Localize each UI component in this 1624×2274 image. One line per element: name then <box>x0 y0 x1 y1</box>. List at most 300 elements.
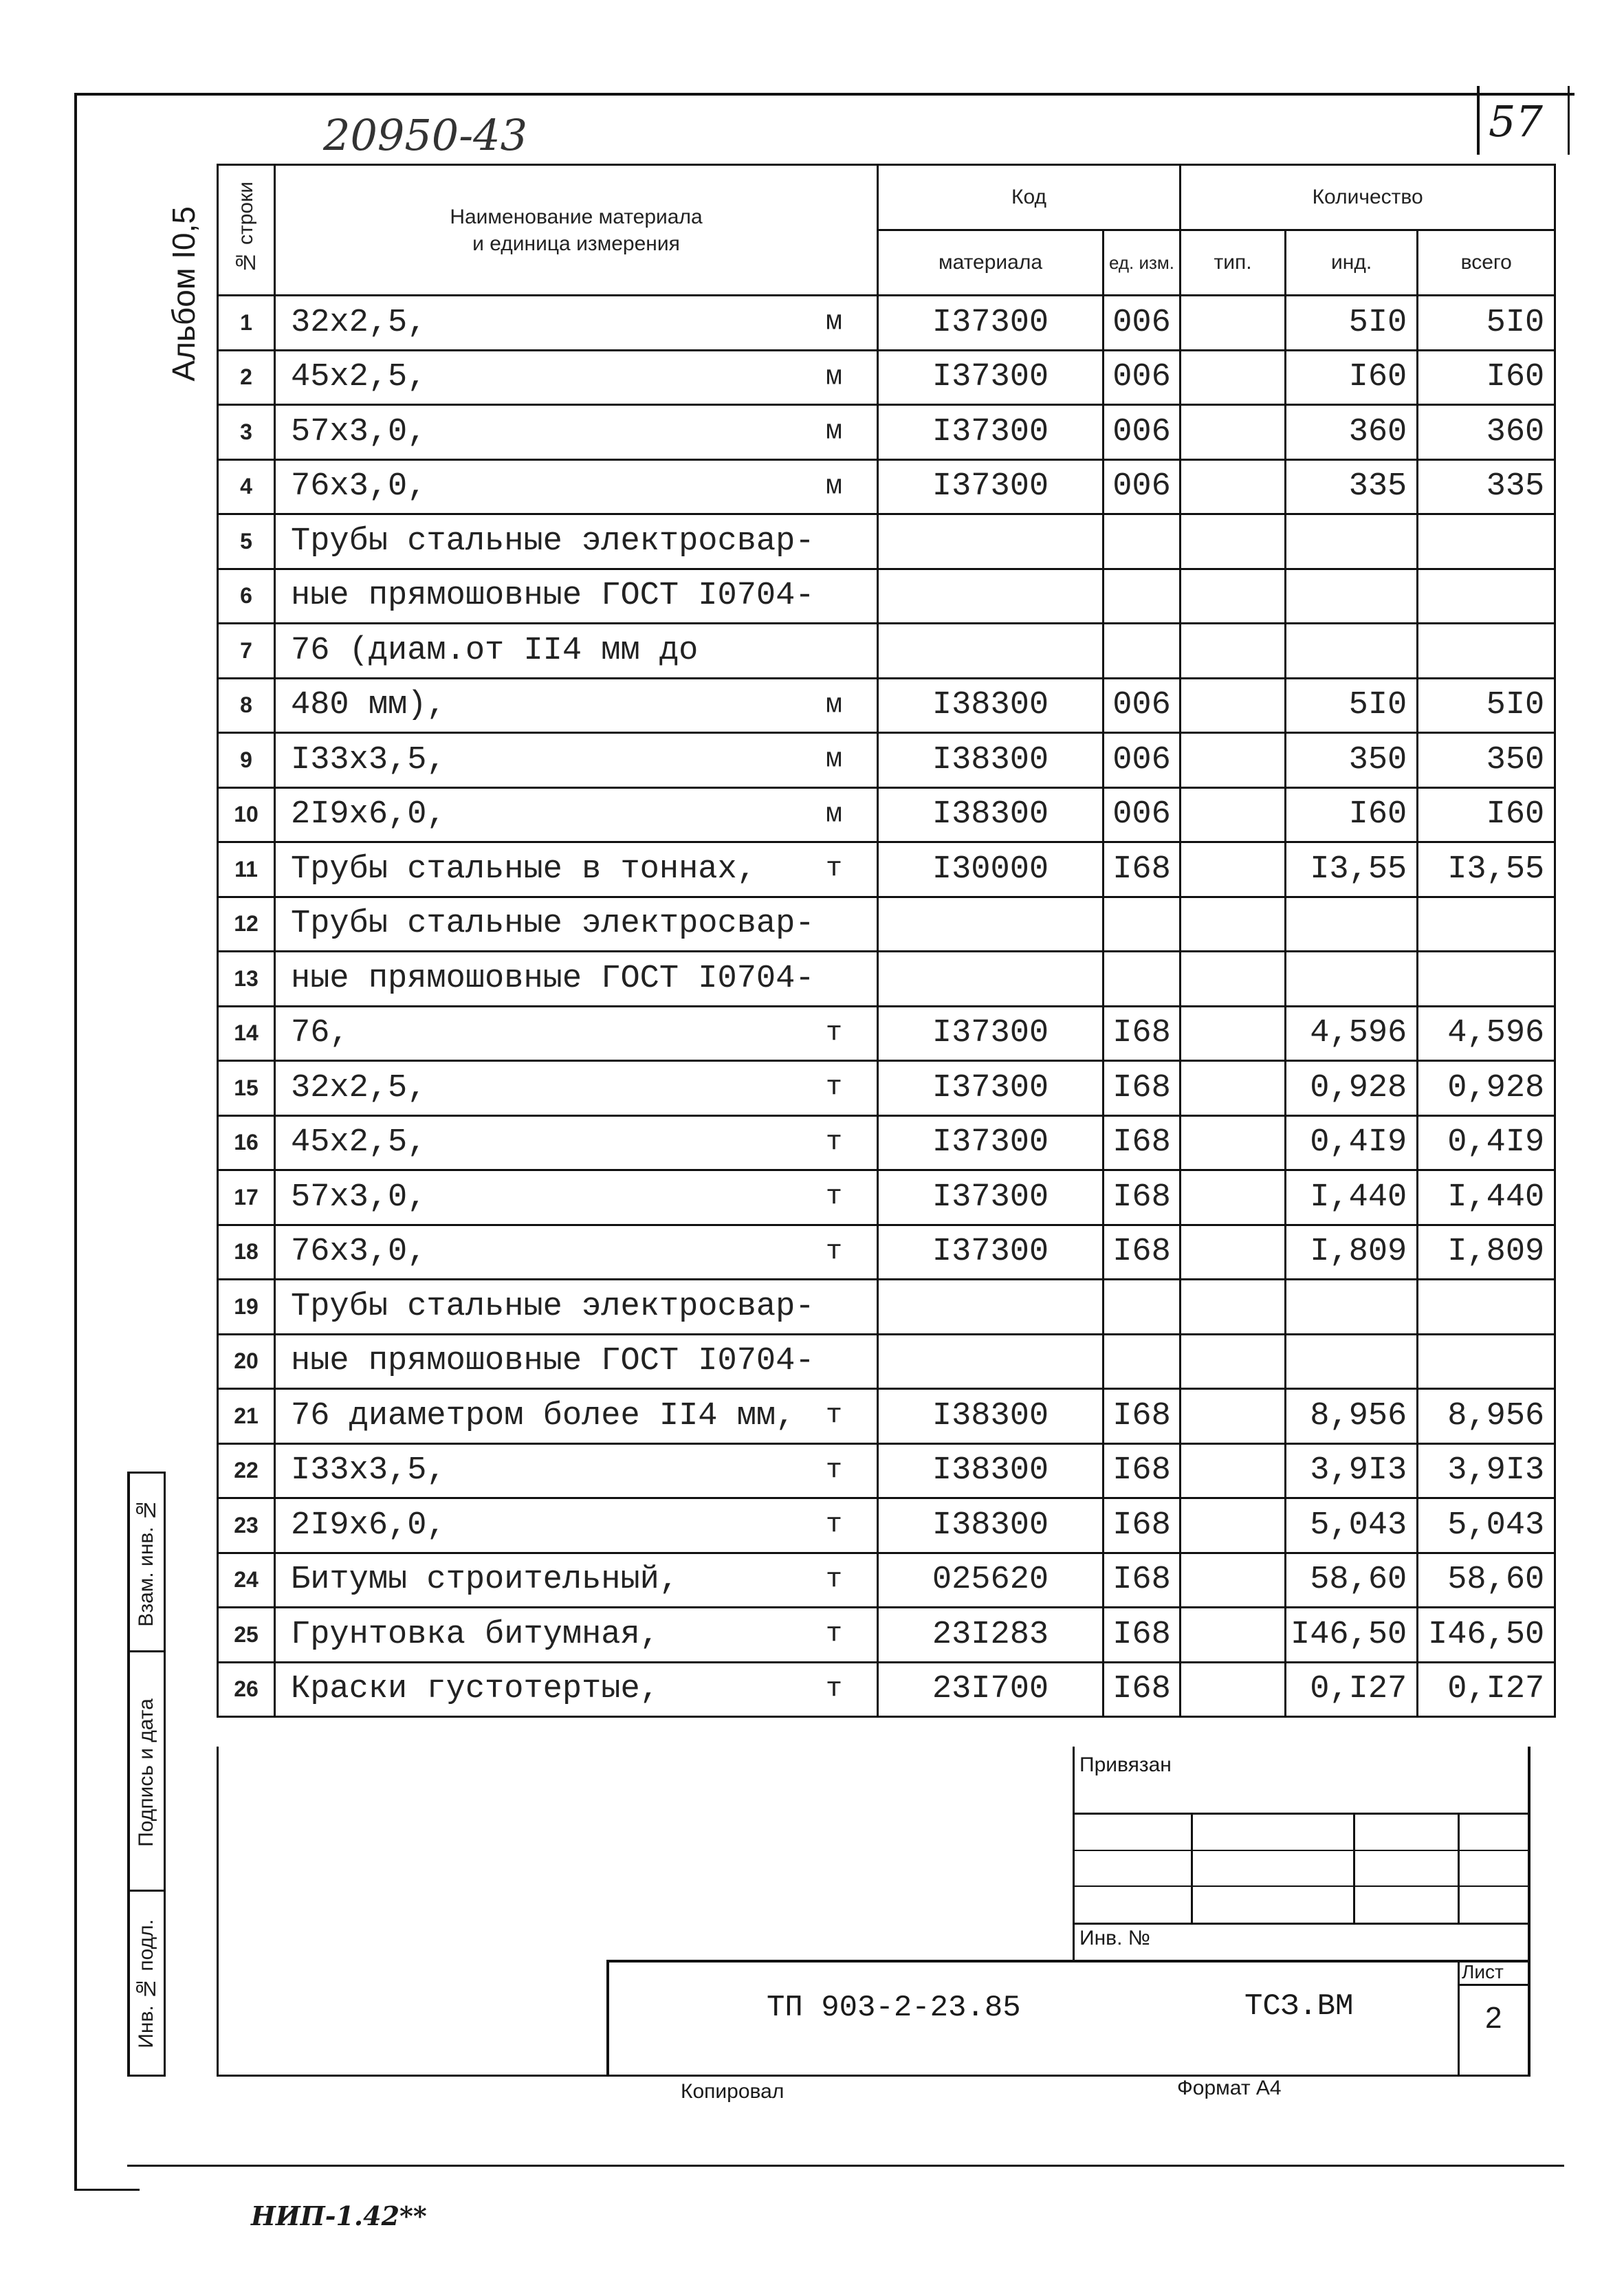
qty-typ <box>1181 1115 1286 1170</box>
table-row <box>218 952 1555 1007</box>
kopiroval-label: Копировал <box>681 2080 784 2103</box>
qty-total: 360 <box>1418 405 1555 460</box>
unit-code: 006 <box>1104 787 1181 842</box>
sheet-cell-mid <box>1458 1984 1528 1986</box>
qty-typ <box>1181 1608 1286 1663</box>
material-name-text: 2I9x6,0, <box>291 796 446 833</box>
material-name-text: 45x2,5, <box>291 1124 427 1161</box>
row-number: 24 <box>218 1553 275 1608</box>
material-name <box>275 1443 878 1498</box>
material-code: 23I283 <box>878 1608 1104 1663</box>
qty-ind: 0,4I9 <box>1286 1115 1418 1170</box>
unit-code <box>1104 952 1181 1007</box>
unit-code: I68 <box>1104 1608 1181 1663</box>
material-code <box>878 952 1104 1007</box>
row-number: 5 <box>218 514 275 569</box>
sheet-right-line <box>1528 1747 1530 2077</box>
qty-typ <box>1181 678 1286 733</box>
qty-ind: I60 <box>1286 350 1418 405</box>
row-number: 1 <box>218 296 275 351</box>
qty-typ <box>1181 1280 1286 1335</box>
unit-code: I68 <box>1104 1061 1181 1116</box>
material-unit: м <box>825 471 842 503</box>
row-number: 18 <box>218 1225 275 1280</box>
material-name-text: 76 диаметром более II4 мм, <box>291 1397 795 1434</box>
unit-code: I68 <box>1104 1662 1181 1717</box>
qty-typ <box>1181 1443 1286 1498</box>
row-number: 23 <box>218 1498 275 1553</box>
side-label-inv-podl: Инв. № подл. <box>135 1919 157 2048</box>
inv-no-label: Инв. № <box>1079 1927 1150 1949</box>
qty-ind: I46,50 <box>1286 1608 1418 1663</box>
material-unit: м <box>825 690 842 721</box>
material-name-text: Трубы стальные электросвар- <box>291 906 815 943</box>
qty-ind: 335 <box>1286 459 1418 514</box>
material-name-text: Трубы стальные в тоннах, <box>291 851 756 888</box>
qty-ind: I3,55 <box>1286 842 1418 897</box>
qty-typ <box>1181 1553 1286 1608</box>
stamp-h4 <box>1073 1923 1528 1925</box>
material-name <box>275 1061 878 1116</box>
qty-typ <box>1181 514 1286 569</box>
qty-ind: 8,956 <box>1286 1389 1418 1444</box>
row-number: 4 <box>218 459 275 514</box>
qty-total: 5I0 <box>1418 296 1555 351</box>
header-row-no: № строки <box>218 165 275 296</box>
table-row <box>218 405 1555 460</box>
material-unit: т <box>825 1127 842 1159</box>
header-code: Код <box>878 165 1181 230</box>
qty-typ <box>1181 787 1286 842</box>
table-row <box>218 569 1555 624</box>
table-row <box>218 1443 1555 1498</box>
header-qty-typ: тип. <box>1181 230 1286 296</box>
material-name-text: 76, <box>291 1015 349 1052</box>
sheet-number: 2 <box>1485 2001 1502 2035</box>
row-number: 16 <box>218 1115 275 1170</box>
qty-total: I,809 <box>1418 1225 1555 1280</box>
material-code: I38300 <box>878 787 1104 842</box>
table-row <box>218 1662 1555 1717</box>
doc-number-handwritten: 20950-43 <box>323 110 528 160</box>
qty-typ <box>1181 1006 1286 1061</box>
unit-code <box>1104 514 1181 569</box>
qty-typ <box>1181 405 1286 460</box>
material-name-text: 480 мм), <box>291 687 446 724</box>
material-unit: т <box>825 853 842 885</box>
qty-total: I60 <box>1418 350 1555 405</box>
qty-typ <box>1181 569 1286 624</box>
qty-total <box>1418 897 1555 952</box>
material-name <box>275 296 878 351</box>
material-unit: т <box>825 1674 842 1705</box>
row-number: 8 <box>218 678 275 733</box>
qty-total <box>1418 1334 1555 1389</box>
qty-ind: 5,043 <box>1286 1498 1418 1553</box>
table-row <box>218 1115 1555 1170</box>
material-name-text: 57x3,0, <box>291 1179 427 1216</box>
table-row <box>218 1553 1555 1608</box>
material-name <box>275 1006 878 1061</box>
sheet-left-line <box>217 1747 219 2077</box>
qty-total: 5,043 <box>1418 1498 1555 1553</box>
table-row <box>218 733 1555 788</box>
qty-total: 5I0 <box>1418 678 1555 733</box>
page-box-left <box>1477 86 1480 155</box>
material-name <box>275 1553 878 1608</box>
row-number: 6 <box>218 569 275 624</box>
table-row <box>218 459 1555 514</box>
outer-frame-left <box>74 93 77 2190</box>
qty-ind: I,809 <box>1286 1225 1418 1280</box>
qty-total <box>1418 624 1555 679</box>
material-code: I37300 <box>878 1225 1104 1280</box>
side-col-h2 <box>127 1890 166 1892</box>
material-code <box>878 1334 1104 1389</box>
row-number: 10 <box>218 787 275 842</box>
qty-typ <box>1181 733 1286 788</box>
material-unit: м <box>825 307 842 338</box>
unit-code <box>1104 1280 1181 1335</box>
table-row <box>218 1170 1555 1225</box>
table-row <box>218 1334 1555 1389</box>
header-qty-ind: инд. <box>1286 230 1418 296</box>
qty-ind: 350 <box>1286 733 1418 788</box>
qty-total <box>1418 952 1555 1007</box>
header-code-material: материала <box>878 230 1104 296</box>
qty-total: 350 <box>1418 733 1555 788</box>
row-number: 2 <box>218 350 275 405</box>
material-name <box>275 1662 878 1717</box>
qty-total <box>1418 514 1555 569</box>
qty-typ <box>1181 1061 1286 1116</box>
row-number: 15 <box>218 1061 275 1116</box>
material-code: I37300 <box>878 1115 1104 1170</box>
side-col-top <box>127 1472 166 1474</box>
material-name <box>275 842 878 897</box>
header-quantity: Количество <box>1181 165 1555 230</box>
unit-code: 006 <box>1104 733 1181 788</box>
material-code: I38300 <box>878 1498 1104 1553</box>
material-code <box>878 1280 1104 1335</box>
material-code: I37300 <box>878 459 1104 514</box>
material-name-text: 57x3,0, <box>291 413 427 450</box>
row-number: 11 <box>218 842 275 897</box>
material-unit: м <box>825 416 842 448</box>
material-name-text: ные прямошовные ГОСТ I0704- <box>291 578 815 615</box>
table-row <box>218 514 1555 569</box>
material-unit: т <box>825 1509 842 1541</box>
materials-table <box>217 164 1556 1718</box>
unit-code: I68 <box>1104 1006 1181 1061</box>
material-name-text: 76x3,0, <box>291 1234 427 1271</box>
qty-ind: 0,928 <box>1286 1061 1418 1116</box>
qty-typ <box>1181 1662 1286 1717</box>
outer-frame-top <box>76 93 1574 96</box>
qty-ind: 360 <box>1286 405 1418 460</box>
stamp-v2 <box>1353 1813 1355 1923</box>
material-code <box>878 624 1104 679</box>
stamp-v1 <box>1191 1813 1193 1923</box>
qty-ind: 5I0 <box>1286 296 1418 351</box>
material-name <box>275 787 878 842</box>
album-label: Альбом I0,5 <box>166 206 201 382</box>
table-row <box>218 787 1555 842</box>
sheet-label: Лист <box>1462 1961 1504 1982</box>
material-name <box>275 624 878 679</box>
qty-ind <box>1286 1280 1418 1335</box>
header-qty-total: всего <box>1418 230 1555 296</box>
stamp-v3 <box>1458 1813 1460 1923</box>
qty-ind: 4,596 <box>1286 1006 1418 1061</box>
sheet-cell-left <box>1458 1960 1460 2077</box>
row-number: 25 <box>218 1608 275 1663</box>
qty-total: 0,928 <box>1418 1061 1555 1116</box>
material-unit: т <box>825 1181 842 1213</box>
qty-ind <box>1286 897 1418 952</box>
table-row <box>218 1498 1555 1553</box>
row-number: 20 <box>218 1334 275 1389</box>
row-number: 17 <box>218 1170 275 1225</box>
material-code: I38300 <box>878 678 1104 733</box>
row-number: 7 <box>218 624 275 679</box>
qty-ind: 3,9I3 <box>1286 1443 1418 1498</box>
qty-typ <box>1181 624 1286 679</box>
material-unit: м <box>825 799 842 831</box>
qty-typ <box>1181 897 1286 952</box>
material-name <box>275 1280 878 1335</box>
material-code: I37300 <box>878 405 1104 460</box>
material-name-text: Трубы стальные электросвар- <box>291 1288 815 1325</box>
side-col-left <box>127 1472 130 2077</box>
unit-code: I68 <box>1104 1115 1181 1170</box>
code-block-top <box>606 1960 1528 1963</box>
material-name-text: 76 (диам.от II4 мм до <box>291 632 699 669</box>
header-name: Наименование материала и единица измерения <box>275 165 878 296</box>
material-name <box>275 1389 878 1444</box>
unit-code <box>1104 569 1181 624</box>
qty-typ <box>1181 1389 1286 1444</box>
row-number: 14 <box>218 1006 275 1061</box>
unit-code: 006 <box>1104 350 1181 405</box>
material-code <box>878 897 1104 952</box>
qty-total: 3,9I3 <box>1418 1443 1555 1498</box>
material-code: I30000 <box>878 842 1104 897</box>
unit-code <box>1104 1334 1181 1389</box>
unit-code: I68 <box>1104 1498 1181 1553</box>
material-code: I38300 <box>878 733 1104 788</box>
material-name-text: 2I9x6,0, <box>291 1507 446 1544</box>
material-code: 23I700 <box>878 1662 1104 1717</box>
unit-code: 006 <box>1104 678 1181 733</box>
table-row <box>218 842 1555 897</box>
table-row <box>218 1061 1555 1116</box>
material-unit: т <box>825 1400 842 1432</box>
table-row <box>218 1608 1555 1663</box>
code-block-left <box>606 1960 609 2077</box>
material-name <box>275 1115 878 1170</box>
material-name-text: Краски густотертые, <box>291 1671 659 1708</box>
qty-total: 335 <box>1418 459 1555 514</box>
qty-typ <box>1181 296 1286 351</box>
material-code: I38300 <box>878 1389 1104 1444</box>
material-name-text: I33x3,5, <box>291 1452 446 1489</box>
qty-ind: 5I0 <box>1286 678 1418 733</box>
page-bottom-line <box>74 2189 140 2191</box>
material-code <box>878 514 1104 569</box>
side-col-h1 <box>127 1650 166 1652</box>
material-name-text: 45x2,5, <box>291 359 427 396</box>
row-number: 22 <box>218 1443 275 1498</box>
material-unit: т <box>825 1619 842 1650</box>
qty-typ <box>1181 1170 1286 1225</box>
doc-suffix: ТСЗ.ВМ <box>1244 1989 1354 2024</box>
sheet-bottom-line <box>217 2075 1530 2077</box>
qty-typ <box>1181 1225 1286 1280</box>
table-row <box>218 296 1555 351</box>
table-row <box>218 1006 1555 1061</box>
qty-total: 4,596 <box>1418 1006 1555 1061</box>
unit-code: I68 <box>1104 1170 1181 1225</box>
material-name-text: I33x3,5, <box>291 741 446 778</box>
side-col-mid <box>164 1472 166 2077</box>
material-unit: т <box>825 1564 842 1596</box>
qty-ind: 58,60 <box>1286 1553 1418 1608</box>
material-unit: т <box>825 1018 842 1049</box>
qty-typ <box>1181 1334 1286 1389</box>
table-row <box>218 1389 1555 1444</box>
stamp-left <box>1073 1747 1075 1960</box>
header-code-unit: ед. изм. <box>1104 230 1181 296</box>
material-name <box>275 405 878 460</box>
material-unit: т <box>825 1072 842 1104</box>
table-row <box>218 350 1555 405</box>
qty-total: 0,I27 <box>1418 1662 1555 1717</box>
qty-ind: 0,I27 <box>1286 1662 1418 1717</box>
material-name-text: 32x2,5, <box>291 1069 427 1106</box>
unit-code: I68 <box>1104 1553 1181 1608</box>
material-code <box>878 569 1104 624</box>
qty-total: 0,4I9 <box>1418 1115 1555 1170</box>
table-row <box>218 624 1555 679</box>
material-name <box>275 350 878 405</box>
material-name <box>275 569 878 624</box>
material-name <box>275 1498 878 1553</box>
material-name-text: ные прямошовные ГОСТ I0704- <box>291 960 815 997</box>
row-number: 3 <box>218 405 275 460</box>
material-name <box>275 514 878 569</box>
material-unit: м <box>825 744 842 776</box>
row-number: 9 <box>218 733 275 788</box>
material-name-text: Грунтовка битумная, <box>291 1616 659 1653</box>
material-code: I37300 <box>878 1061 1104 1116</box>
table-row <box>218 897 1555 952</box>
qty-ind: I,440 <box>1286 1170 1418 1225</box>
row-number: 12 <box>218 897 275 952</box>
qty-typ <box>1181 842 1286 897</box>
unit-code: 006 <box>1104 459 1181 514</box>
unit-code <box>1104 897 1181 952</box>
nip-label: НИП-1.42** <box>251 2200 427 2231</box>
qty-total: I60 <box>1418 787 1555 842</box>
qty-total: I3,55 <box>1418 842 1555 897</box>
doc-code: ТП 903-2-23.85 <box>767 1991 1021 2025</box>
qty-ind: I60 <box>1286 787 1418 842</box>
material-code: I37300 <box>878 1170 1104 1225</box>
qty-total: I46,50 <box>1418 1608 1555 1663</box>
qty-typ <box>1181 952 1286 1007</box>
row-number: 19 <box>218 1280 275 1335</box>
page-box-right <box>1568 86 1570 155</box>
side-label-vzam: Взам. инв. № <box>135 1498 157 1627</box>
material-code: I37300 <box>878 296 1104 351</box>
side-label-podpis: Подпись и дата <box>135 1698 157 1847</box>
row-number: 26 <box>218 1662 275 1717</box>
material-name-text: Битумы строительный, <box>291 1562 679 1599</box>
qty-ind <box>1286 514 1418 569</box>
qty-typ <box>1181 1498 1286 1553</box>
material-name-text: ные прямошовные ГОСТ I0704- <box>291 1343 815 1380</box>
qty-typ <box>1181 350 1286 405</box>
material-unit: т <box>825 1455 842 1487</box>
material-name <box>275 733 878 788</box>
page-number: 57 <box>1489 96 1543 146</box>
qty-total: I,440 <box>1418 1170 1555 1225</box>
material-code: I38300 <box>878 1443 1104 1498</box>
table-row <box>218 678 1555 733</box>
qty-ind <box>1286 952 1418 1007</box>
side-col-bottom <box>127 2075 166 2077</box>
row-number: 13 <box>218 952 275 1007</box>
material-name <box>275 459 878 514</box>
qty-typ <box>1181 459 1286 514</box>
material-name <box>275 1225 878 1280</box>
material-name <box>275 678 878 733</box>
qty-ind <box>1286 1334 1418 1389</box>
table-row <box>218 1225 1555 1280</box>
qty-total: 8,956 <box>1418 1389 1555 1444</box>
material-unit: м <box>825 362 842 393</box>
table-row <box>218 1280 1555 1335</box>
privyazan-label: Привязан <box>1079 1753 1172 1776</box>
unit-code <box>1104 624 1181 679</box>
material-name-text: 32x2,5, <box>291 304 427 341</box>
material-name <box>275 1170 878 1225</box>
unit-code: 006 <box>1104 296 1181 351</box>
material-code: I37300 <box>878 350 1104 405</box>
material-unit: т <box>825 1236 842 1268</box>
material-name <box>275 1608 878 1663</box>
unit-code: 006 <box>1104 405 1181 460</box>
unit-code: I68 <box>1104 842 1181 897</box>
outer-frame-bottom <box>127 2165 1564 2167</box>
unit-code: I68 <box>1104 1389 1181 1444</box>
qty-total: 58,60 <box>1418 1553 1555 1608</box>
qty-ind <box>1286 569 1418 624</box>
unit-code: I68 <box>1104 1225 1181 1280</box>
material-code: 025620 <box>878 1553 1104 1608</box>
material-name-text: Трубы стальные электросвар- <box>291 523 815 560</box>
material-code: I37300 <box>878 1006 1104 1061</box>
material-name-text: 76x3,0, <box>291 468 427 505</box>
material-name <box>275 952 878 1007</box>
qty-total <box>1418 569 1555 624</box>
format-label: Формат А4 <box>1177 2077 1282 2099</box>
row-number: 21 <box>218 1389 275 1444</box>
material-name <box>275 897 878 952</box>
qty-total <box>1418 1280 1555 1335</box>
material-name <box>275 1334 878 1389</box>
